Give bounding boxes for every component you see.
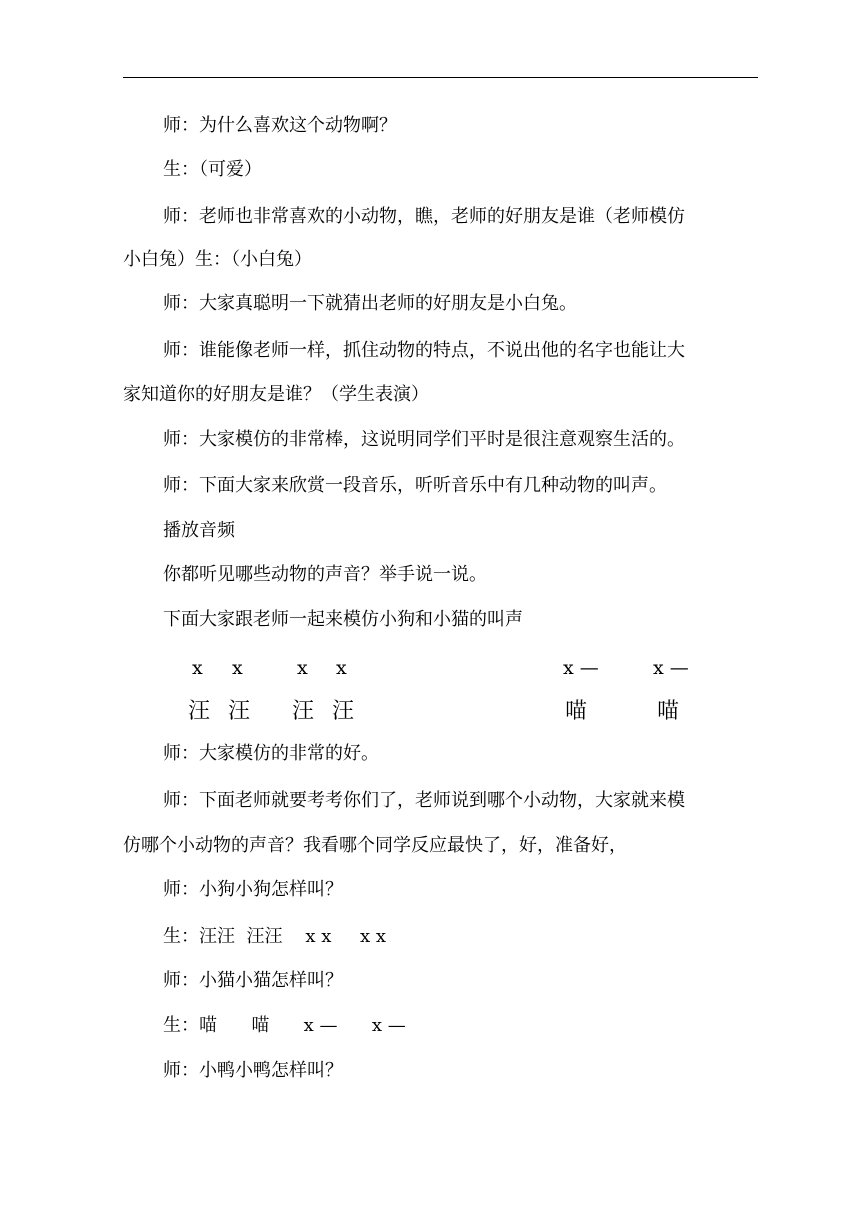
text-line: 生：（可爱） [163, 159, 262, 180]
dog-rhythm-note: x [192, 657, 203, 679]
text-line: 师：小狗小狗怎样叫？ [163, 879, 343, 900]
cat-sound-word: 喵 [657, 699, 680, 724]
text-line: 你都听见哪些动物的声音？举手说一说。 [163, 564, 487, 585]
text-line: 师：下面老师就要考考你们了，老师说到哪个小动物，大家就来模 [163, 790, 685, 811]
dog-sound-word: 汪 [332, 699, 355, 724]
text-line: 师：下面大家来欣赏一段音乐，听听音乐中有几种动物的叫声。 [163, 475, 667, 496]
header-rule [123, 77, 758, 78]
dog-sound-word: 汪 [188, 699, 211, 724]
dog-rhythm-note: x [232, 657, 243, 679]
text-line: 师：为什么喜欢这个动物啊？ [163, 115, 397, 136]
text-line: 播放音频 [163, 520, 235, 541]
text-line: 下面大家跟老师一起来模仿小狗和小猫的叫声 [163, 609, 523, 630]
text-line: 师：小鸭小鸭怎样叫？ [163, 1060, 343, 1081]
text-line: 小白兔）生：（小白兔） [123, 249, 312, 270]
text-line: 生：汪汪 汪汪 x x x x [163, 926, 386, 947]
cat-rhythm-note: x — [653, 657, 689, 679]
dog-rhythm-note: x [297, 657, 308, 679]
text-line: 师：谁能像老师一样，抓住动物的特点，不说出他的名字也能让大 [163, 340, 685, 361]
text-line: 师：大家模仿的非常的好。 [163, 743, 379, 764]
cat-rhythm-note: x — [563, 657, 599, 679]
text-line: 仿哪个小动物的声音？我看哪个同学反应最快了，好，准备好， [123, 835, 627, 856]
text-line: 师：老师也非常喜欢的小动物，瞧，老师的好朋友是谁（老师模仿 [163, 206, 685, 227]
text-line: 家知道你的好朋友是谁？（学生表演） [123, 384, 429, 405]
text-line: 师：大家真聪明一下就猜出老师的好朋友是小白兔。 [163, 293, 577, 314]
text-line: 师：小猫小猫怎样叫？ [163, 970, 343, 991]
text-line: 生：喵 喵 x — x — [163, 1015, 406, 1036]
text-line: 师：大家模仿的非常棒，这说明同学们平时是很注意观察生活的。 [163, 429, 685, 450]
dog-sound-word: 汪 [228, 699, 251, 724]
dog-rhythm-note: x [336, 657, 347, 679]
cat-sound-word: 喵 [565, 699, 588, 724]
dog-sound-word: 汪 [292, 699, 315, 724]
